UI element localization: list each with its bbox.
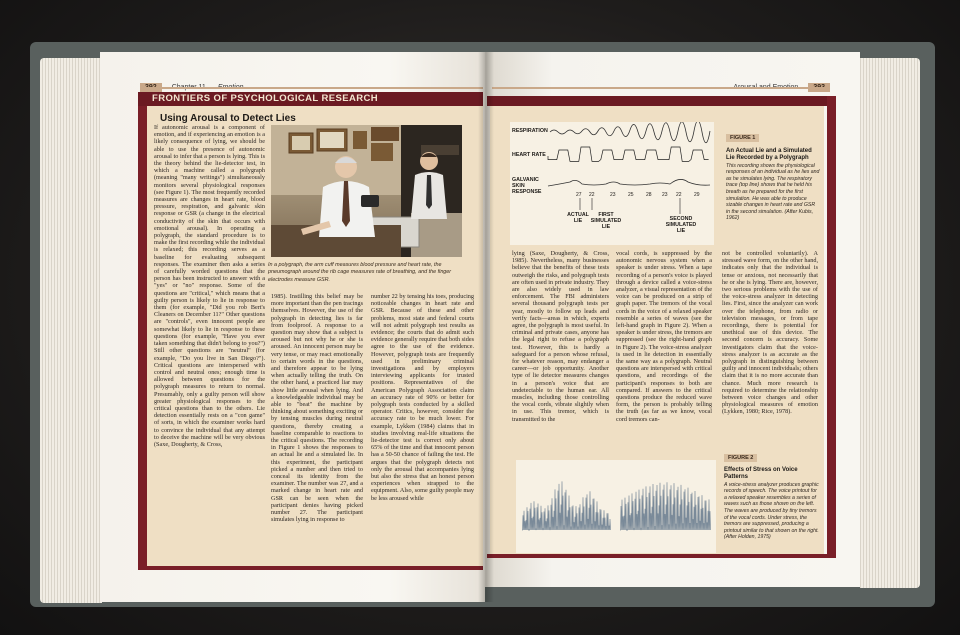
marker-first-simulated-lie: FIRST SIMULATED LIE	[590, 212, 622, 230]
right-frame-side	[827, 96, 836, 558]
question-number: 25	[628, 192, 634, 198]
relaxed-voice-trace	[522, 481, 611, 530]
trace-label-gsr: GALVANIC SKIN RESPONSE	[512, 177, 542, 195]
stressed-voice-trace	[620, 482, 711, 530]
question-number: 23	[610, 192, 616, 198]
respiration-trace	[550, 122, 710, 143]
marker-second-simulated-lie: SECOND SIMULATED LIE	[665, 216, 697, 234]
figure-1-caption: This recording shows the physiological responses of an individual as he lies and as he simulates lying. The respiratory trace (top line) shows that he held his breath as he prepared for the first simulation. He was able to produce sizable changes in heart rate and GSR in the second simulation. (After Kubis, 1962)	[726, 162, 820, 222]
left-column-3: number 22 by tensing his toes, producing noticeable changes in heart rate and GSR. Because of these and other problems, most state and federal courts will not admit polygraph test results as evidence; the courts that do admit such evidence generally require that both sides agree to the use of the evidence. However, polygraph tests are frequently used in preliminary criminal investigations and by employers interviewing applicants for trusted positions. Representatives of the American Polygraph Association claim an accuracy rate of 90% or better for polygraph tests conducted by a skilled operator. Critics, however, consider the accuracy rate to be much lower. For example, Lykken (1984) claims that in studies involving real-life situations the lie-detector test is correct only about 65% of the time and that innocent person has a 50-50 chance of failing the test. He argues that the polygraph detects not only the arousal that accompanies lying but also the stress that an honest person experiences when strapped to the equipment. Also, some guilty people may be less aroused while	[371, 293, 474, 502]
right-column-2: vocal cords, is suppressed by the autonomic nervous system when a speaker is under stress. When a tape recording of a person's voice is played through a device called a voice-stress analyzer, a visual representation of the voice can be produced on a strip of graph paper. The tremors of the vocal cords in the voice of a relaxed speaker resemble a series of waves (see the left-hand graph in Figure 2). When a speaker is under stress, the tremors are suppressed (see the right-hand graph in Figure 2). The voice-stress analyzer is used in lie detection in essentially the same way as a polygraph. Neutral questions are interspersed with critical questions, and recordings of the participant's responses to both are compared. If answers to the critical questions produce the reduced wave form, the person is probably telling the truth (as far as we know, vocal cord tremors can-	[616, 250, 712, 423]
figure-1-chart	[510, 122, 714, 245]
figure-1-title: An Actual Lie and a Simulated Lie Recorded by a Polygraph	[726, 148, 812, 162]
right-column-1: lying (Saxe, Dougherty, & Cross, 1985). Nevertheless, many businesses believe that the benefits of these tests outweigh the risks, and polygraph tests are often used in private industry. They are also widely used in law enforcement. The FBI administers several thousand polygraph tests per year, mostly to follow up leads and verify facts—areas in which, experts agree, the polygraph is most useful. In criminal and private cases, anyone has the legal right to refuse a polygraph test. However, this is hardly a safeguard for a person whose refusal, for whatever reason, may endanger a career—or job opportunity. Another type of lie detector measures changes in a person's voice that are undetectable to the human ear. All muscles, including those controlling the vocal cords, vibrate slightly when in use. This tremor, which is transmitted to the	[512, 250, 609, 423]
figure-2-label: FIGURE 2	[724, 454, 757, 462]
left-header-rule	[140, 87, 483, 89]
voice-stress-printouts	[516, 460, 716, 553]
figure-2-chart	[516, 460, 716, 553]
question-number: 23	[662, 192, 668, 198]
right-header-rule	[492, 87, 827, 89]
page-edges-left	[40, 58, 102, 603]
feature-title: Using Arousal to Detect Lies	[160, 113, 296, 124]
question-number: 22	[676, 192, 682, 198]
polygraph-photo	[271, 125, 462, 257]
trace-label-respiration: RESPIRATION	[512, 128, 548, 134]
trace-label-heart-rate: HEART RATE	[512, 152, 546, 158]
left-column-2: 1985). Instilling this belief may be more important than the pen tracings themselves. However, the use of the polygraph in detecting lies is far from foolproof. A response to a question may show that a subject is aroused but not why he or she is aroused. An innocent person may be very tense, or may react emotionally to certain words in the questions, and therefore appear to be lying when actually telling the truth. On the other hand, a practiced liar may show little arousal when lying. And a knowledgeable individual may be able to "beat" the machine by thinking about something exciting or by tensing muscles during neutral questions, thereby creating a baseline comparable to reactions to the critical questions. The recording in Figure 1 shows the responses to an actual lie and a simulated lie. In this experiment, the participant picked a number and then tried to conceal its identity from the examiner. The number was 27, and a marked change in heart rate and GSR can be seen when the participant denies having picked number 27. The participant simulates lying in response to	[271, 293, 363, 524]
question-number: 29	[694, 192, 700, 198]
figure-2-title: Effects of Stress on Voice Patterns	[724, 467, 798, 481]
page-edges-right	[860, 58, 920, 588]
figure-2-caption-block	[724, 446, 820, 541]
figure-1-label: FIGURE 1	[726, 134, 759, 142]
figure-1-caption-block	[726, 126, 820, 222]
gsr-trace	[548, 179, 710, 186]
right-frame-top	[487, 96, 827, 106]
figure-2-caption: A voice-stress analyzer produces graphic records of speech. The voice printout for a relaxed speaker resembles a series of waves such as those shown on the left. The waves are produced by tiny tremors of the vocal cords. Under stress, the tremors are suppressed, producing a printout similar to that shown on the right. (After Holden, 1975)	[724, 481, 819, 541]
marker-actual-lie: ACTUAL LIE	[567, 212, 589, 224]
question-number: 22	[589, 192, 595, 198]
question-number: 27	[576, 192, 582, 198]
polygraph-photo-illustration	[271, 125, 462, 257]
heart-rate-trace	[548, 147, 709, 161]
feature-banner: FRONTIERS OF PSYCHOLOGICAL RESEARCH	[138, 92, 483, 106]
left-column-1: If autonomic arousal is a component of emotion, and if experiencing an emotion is a likely consequence of lying, we should be able to use the presence of autonomic arousal to infer that a person is lying. This is the theory behind the lie-detector test, in which a machine called a polygraph (meaning "many writings") simultaneously monitors several physiological responses (see Figure 1). The most frequently recorded measures are changes in heart rate, blood pressure, respiration, and galvanic skin response or GSR (a change in the electrical conductivity of the skin that occurs with emotional arousal). In operating a polygraph, the standard procedure is to make the first recording while the individual is relaxed; this recording serves as a baseline for evaluating subsequent responses. The examiner then asks a series of carefully worded questions that the person has been instructed to answer with a "yes" or "no" response. Some of the questions are "critical," which means that a guilty person is likely to lie in response to them (for example, "Did you rob Bert's Cleaners on December 11?" Other questions are "controls", even innocent people are somewhat likely to lie in response to these questions (for example, "Have you ever taken something that didn't belong to you?") Still other questions are "neutral" (for example, "Do you live in San Diego?"). Critical questions are interspersed with control and neutral ones; enough time is allowed between questions for the polygraph measures to return to normal. Presumably, only a guilty person will show greater physiological responses to the critical questions than to the others. Lie detection essentially rests on a "con game" of sorts, in which the examiner works hard to convince the individual that any attempt to deceive the machine will be very obvious (Saxe, Dougherty, & Cross,	[154, 124, 265, 448]
book-gutter	[478, 52, 494, 602]
right-frame-bottom	[487, 554, 836, 558]
photo-caption: In a polygraph, the arm cuff measures blood pressure and heart rate, the pneumograph around the rib cage measures rate of breathing, and the finger electrodes measure GSR.	[268, 262, 452, 283]
question-number: 28	[646, 192, 652, 198]
right-column-3: not be controlled voluntarily). A stressed wave form, on the other hand, indicates only that the individual is tense or anxious, not necessarily that he or she is lying. There are, however, two serious problems with the use of the voice-stress analyzer in detecting lies. First, since the analyzer can work over the telephone, from radio or television messages, or from tape recordings, there is potential for unethical use of this device. The second concern is accuracy. Some investigators claim that the voice-stress analyzer is as accurate as the polygraph in distinguishing between guilty and innocent individuals; others claim that it is no more accurate than chance. Much more research is required to determine the relationship between voice changes and other physiological measures of emotion (Lykken, 1980; Rice, 1978).	[722, 250, 818, 416]
